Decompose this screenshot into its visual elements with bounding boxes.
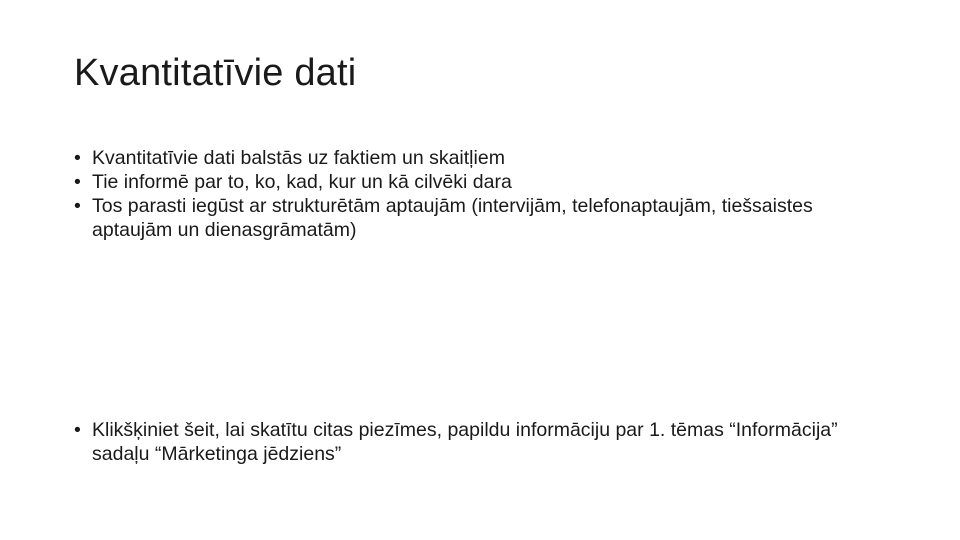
bullet-item: [74, 170, 894, 194]
bullet-list: [74, 146, 894, 242]
notes-link-item[interactable]: [74, 418, 894, 466]
bullet-item: [74, 146, 894, 170]
bullet-text: Kvantitatīvie dati balstās uz faktiem un skaitļiem: [92, 147, 505, 169]
bullet-item: [74, 194, 894, 242]
bullet-text: Tie informē par to, ko, kad, kur un kā cilvēki dara: [92, 171, 512, 193]
bullet-dot-icon: •: [74, 171, 81, 193]
bullet-dot-icon: •: [74, 419, 81, 441]
bullet-dot-icon: •: [74, 195, 81, 217]
notes-link-text[interactable]: Klikšķiniet šeit, lai skatītu citas piezīmes, papildu informāciju par 1. tēmas “Informācija” sadaļu “Mārketinga jēdziens”: [92, 419, 838, 465]
slide-title: Kvantitatīvie dati: [74, 52, 357, 94]
bullet-dot-icon: •: [74, 147, 81, 169]
notes-link-list: [74, 418, 894, 466]
bullet-text: Tos parasti iegūst ar strukturētām aptaujām (intervijām, telefonaptaujām, tiešsaistes aptaujām un dienasgrāmatām): [92, 195, 813, 241]
